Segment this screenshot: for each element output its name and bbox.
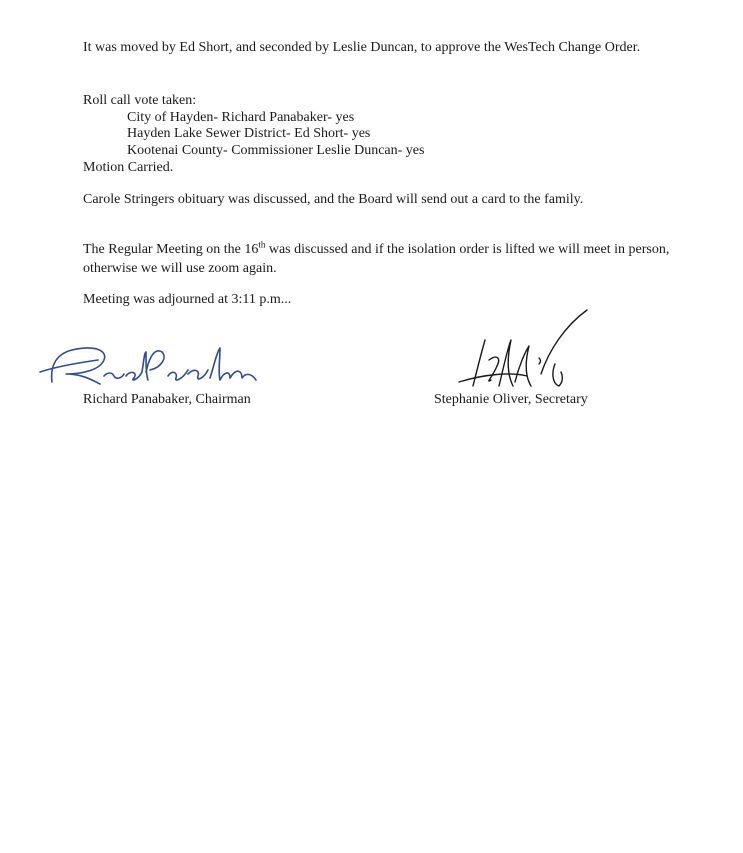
regular-meeting-paragraph [83,240,683,278]
adjourn-paragraph: Meeting was adjourned at 3:11 p.m... [83,292,292,307]
secretary-name: Stephanie Oliver, Secretary [434,392,588,407]
motion-paragraph: It was moved by Ed Short, and seconded by Leslie Duncan, to approve the WesTech Change Order. [83,40,641,55]
roll-call-vote: Hayden Lake Sewer District- Ed Short- yes [127,126,371,141]
secretary-signature-image [455,310,595,395]
motion-result: Motion Carried. [83,160,174,175]
regular-meeting-text-end: was discussed and if the isolation order is lifted we will meet in person, otherwise we will use zoom again. [83,242,670,276]
regular-meeting-text-start: The Regular Meeting on the 16 [83,242,259,257]
roll-call-heading: Roll call vote taken: [83,93,197,108]
obituary-paragraph: Carole Stringers obituary was discussed, and the Board will send out a card to the family. [83,192,584,207]
roll-call-vote: City of Hayden- Richard Panabaker- yes [127,110,355,125]
chairman-name: Richard Panabaker, Chairman [83,392,251,407]
roll-call-vote: Kootenai County- Commissioner Leslie Duncan- yes [127,143,425,158]
ordinal-suffix: th [258,239,266,250]
chairman-signature-image [38,340,263,395]
